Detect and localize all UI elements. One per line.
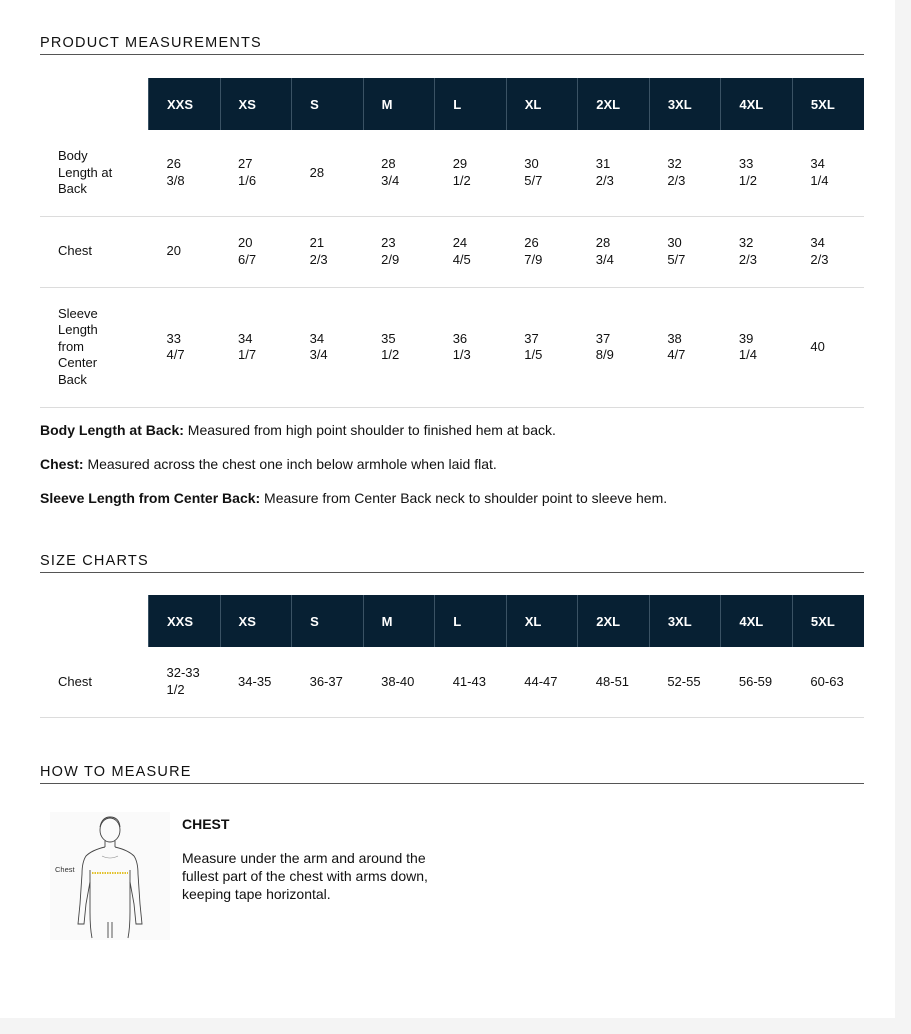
cell-5xl bbox=[792, 647, 864, 717]
cell-value: 41-43 bbox=[452, 673, 486, 689]
size-header-s: S bbox=[292, 78, 364, 130]
size-header-xs: XS bbox=[220, 78, 292, 130]
cell-3xl bbox=[649, 216, 721, 287]
cell-2xl bbox=[578, 130, 650, 216]
cell-value: 1/4 bbox=[738, 347, 757, 362]
table-row bbox=[40, 216, 864, 287]
cell-5xl bbox=[792, 130, 864, 216]
cell-value: 1/7 bbox=[238, 347, 257, 362]
row-label-line: Back bbox=[58, 181, 87, 196]
cell-xs bbox=[220, 647, 292, 717]
row-label bbox=[40, 287, 149, 407]
measurements-table bbox=[40, 78, 864, 408]
cell-l bbox=[435, 130, 507, 216]
cell-value: 26 bbox=[524, 235, 539, 250]
cell-value: 34 bbox=[238, 330, 253, 346]
cell-m bbox=[363, 130, 435, 216]
row-label bbox=[40, 647, 149, 717]
cell-value: 2/3 bbox=[810, 251, 829, 267]
cell-value: 60-63 bbox=[810, 673, 844, 689]
cell-value: 2/3 bbox=[595, 172, 614, 188]
size-header-2xl: 2XL bbox=[578, 78, 650, 130]
size-header-l: L bbox=[435, 78, 507, 130]
cell-xl bbox=[506, 647, 578, 717]
size-header-2xl: 2XL bbox=[578, 595, 650, 647]
size-header-4xl: 4XL bbox=[721, 78, 793, 130]
cell-xxs bbox=[149, 130, 221, 216]
cell-value: 29 bbox=[452, 156, 468, 172]
cell-value: 7/9 bbox=[524, 251, 543, 267]
size-chart-header-row bbox=[40, 595, 864, 647]
note-term: Chest: bbox=[40, 456, 84, 472]
cell-value: 1/3 bbox=[452, 347, 471, 362]
cell-value: 37 bbox=[595, 330, 611, 346]
cell-value: 1/2 bbox=[166, 681, 185, 697]
cell-value: 39 bbox=[738, 330, 754, 346]
size-header-xl: XL bbox=[506, 78, 578, 130]
cell-value: 30 bbox=[524, 156, 539, 172]
measurement-note bbox=[40, 422, 864, 439]
cell-value: 3/4 bbox=[309, 347, 328, 362]
size-header-xs: XS bbox=[220, 595, 292, 647]
cell-xs bbox=[220, 216, 292, 287]
cell-value: 4/5 bbox=[452, 251, 471, 267]
size-header-5xl: 5XL bbox=[792, 78, 864, 130]
cell-value: 2/3 bbox=[309, 251, 328, 267]
row-label bbox=[40, 130, 149, 216]
cell-value: 34 bbox=[309, 330, 325, 346]
cell-value: 28 bbox=[381, 156, 396, 172]
cell-4xl bbox=[721, 287, 793, 407]
cell-2xl bbox=[578, 287, 650, 407]
cell-value: 1/2 bbox=[452, 172, 471, 188]
note-text: Measured from high point shoulder to finished hem at back. bbox=[183, 422, 556, 438]
cell-4xl bbox=[721, 647, 793, 717]
size-header-xxs: XXS bbox=[149, 595, 221, 647]
cell-value: 3/4 bbox=[595, 251, 614, 267]
cell-value: 6/7 bbox=[238, 251, 257, 267]
cell-m bbox=[363, 216, 435, 287]
size-header-4xl: 4XL bbox=[721, 595, 793, 647]
size-header-xxs: XXS bbox=[149, 78, 221, 130]
cell-value: 36-37 bbox=[309, 673, 343, 689]
row-label-line: Chest bbox=[58, 673, 92, 689]
cell-value: 28 bbox=[595, 235, 611, 250]
table-row bbox=[40, 130, 864, 216]
cell-value: 1/4 bbox=[810, 172, 829, 188]
cell-l bbox=[435, 216, 507, 287]
measure-instructions bbox=[182, 849, 482, 903]
cell-value: 35 bbox=[381, 330, 396, 346]
cell-5xl bbox=[792, 216, 864, 287]
chest-measure-figure bbox=[50, 812, 170, 940]
row-label-line: Sleeve bbox=[58, 305, 98, 321]
cell-value: 48-51 bbox=[595, 673, 630, 689]
cell-3xl bbox=[649, 287, 721, 407]
cell-s bbox=[292, 216, 364, 287]
cell-value: 38-40 bbox=[381, 673, 415, 689]
row-label-line: Length bbox=[58, 322, 98, 338]
cell-value: 32-33 bbox=[166, 665, 200, 681]
measurement-notes bbox=[40, 422, 864, 524]
measurement-note bbox=[40, 456, 864, 473]
row-label-line: Center bbox=[58, 355, 98, 371]
size-header-5xl: 5XL bbox=[792, 595, 864, 647]
size-header-m: M bbox=[363, 78, 435, 130]
cell-s bbox=[292, 647, 364, 717]
cell-value: 34-35 bbox=[238, 673, 272, 689]
cell-value: 1/2 bbox=[738, 172, 757, 188]
cell-value: 52-55 bbox=[667, 673, 701, 689]
row-label-line: Chest bbox=[58, 243, 92, 259]
cell-2xl bbox=[578, 216, 650, 287]
cell-xl bbox=[506, 216, 578, 287]
size-header-3xl: 3XL bbox=[649, 595, 721, 647]
cell-2xl bbox=[578, 647, 650, 717]
cell-value: 1/6 bbox=[238, 172, 257, 188]
cell-value: 5/7 bbox=[524, 172, 543, 188]
size-chart-table bbox=[40, 595, 864, 718]
how-to-measure-text bbox=[182, 816, 482, 903]
cell-value: 56-59 bbox=[738, 673, 773, 689]
header-corner bbox=[40, 78, 149, 130]
body-outline-icon bbox=[50, 812, 170, 940]
note-text: Measure from Center Back neck to shoulder point to sleeve hem. bbox=[260, 490, 668, 506]
cell-5xl bbox=[792, 287, 864, 407]
cell-value: 2/3 bbox=[738, 251, 757, 267]
note-term: Sleeve Length from Center Back: bbox=[40, 490, 261, 506]
cell-value: 33 bbox=[738, 156, 754, 172]
size-header-l: L bbox=[435, 595, 507, 647]
cell-value: 8/9 bbox=[595, 347, 614, 362]
cell-value: 30 bbox=[667, 235, 682, 250]
cell-value: 34 bbox=[810, 156, 825, 172]
cell-value: 27 bbox=[238, 156, 253, 172]
cell-value: 21 bbox=[309, 235, 325, 250]
cell-value: 34 bbox=[810, 235, 825, 250]
measure-heading: CHEST bbox=[182, 816, 230, 832]
cell-value: 3/8 bbox=[166, 172, 185, 188]
measurements-header-row bbox=[40, 78, 864, 130]
size-charts-title: SIZE CHARTS bbox=[40, 553, 864, 573]
cell-xxs bbox=[149, 287, 221, 407]
cell-xl bbox=[506, 130, 578, 216]
cell-value: 3/4 bbox=[381, 172, 400, 188]
cell-s bbox=[292, 287, 364, 407]
figure-chest-label: Chest bbox=[55, 865, 75, 874]
instruction-line: keeping tape horizontal. bbox=[182, 886, 331, 902]
cell-value: 33 bbox=[166, 330, 181, 346]
cell-value: 36 bbox=[452, 330, 468, 346]
measurement-note bbox=[40, 490, 864, 507]
row-label-line: from bbox=[58, 338, 84, 354]
cell-l bbox=[435, 647, 507, 717]
cell-m bbox=[363, 287, 435, 407]
cell-value: 26 bbox=[166, 156, 181, 172]
cell-value: 28 bbox=[309, 164, 325, 180]
table-row bbox=[40, 647, 864, 717]
cell-value: 44-47 bbox=[524, 673, 558, 689]
cell-value: 32 bbox=[738, 235, 754, 250]
cell-value: 2/3 bbox=[667, 172, 686, 188]
cell-xxs bbox=[149, 216, 221, 287]
cell-value: 23 bbox=[381, 235, 396, 250]
how-to-measure-title: HOW TO MEASURE bbox=[40, 764, 864, 784]
cell-value: 31 bbox=[595, 156, 611, 172]
row-label-line: Back bbox=[58, 371, 87, 387]
cell-xl bbox=[506, 287, 578, 407]
cell-value: 5/7 bbox=[667, 251, 686, 267]
cell-m bbox=[363, 647, 435, 717]
cell-value: 2/9 bbox=[381, 251, 400, 267]
note-term: Body Length at Back: bbox=[40, 422, 184, 438]
cell-value: 1/2 bbox=[381, 347, 400, 362]
instruction-line: Measure under the arm and around the bbox=[182, 850, 426, 866]
cell-xxs bbox=[149, 647, 221, 717]
instruction-line: fullest part of the chest with arms down, bbox=[182, 868, 428, 884]
note-text: Measured across the chest one inch below armhole when laid flat. bbox=[83, 456, 497, 472]
cell-4xl bbox=[721, 130, 793, 216]
cell-value: 37 bbox=[524, 330, 539, 346]
cell-3xl bbox=[649, 130, 721, 216]
measurements-title: PRODUCT MEASUREMENTS bbox=[40, 35, 864, 55]
cell-value: 38 bbox=[667, 330, 682, 346]
size-header-3xl: 3XL bbox=[649, 78, 721, 130]
cell-xs bbox=[220, 287, 292, 407]
cell-3xl bbox=[649, 647, 721, 717]
row-label-line: Body bbox=[58, 148, 88, 163]
cell-value: 4/7 bbox=[667, 347, 686, 362]
table-row bbox=[40, 287, 864, 407]
cell-s bbox=[292, 130, 364, 216]
cell-value: 20 bbox=[166, 243, 181, 259]
row-label-line: Length at bbox=[58, 164, 113, 180]
cell-value: 20 bbox=[238, 235, 253, 250]
cell-value: 4/7 bbox=[166, 347, 185, 362]
cell-4xl bbox=[721, 216, 793, 287]
size-header-s: S bbox=[292, 595, 364, 647]
cell-value: 40 bbox=[810, 338, 825, 354]
cell-value: 24 bbox=[452, 235, 468, 250]
row-label bbox=[40, 216, 149, 287]
size-header-m: M bbox=[363, 595, 435, 647]
cell-xs bbox=[220, 130, 292, 216]
size-header-xl: XL bbox=[506, 595, 578, 647]
cell-value: 1/5 bbox=[524, 347, 543, 362]
cell-l bbox=[435, 287, 507, 407]
header-corner bbox=[40, 595, 149, 647]
cell-value: 32 bbox=[667, 156, 682, 172]
